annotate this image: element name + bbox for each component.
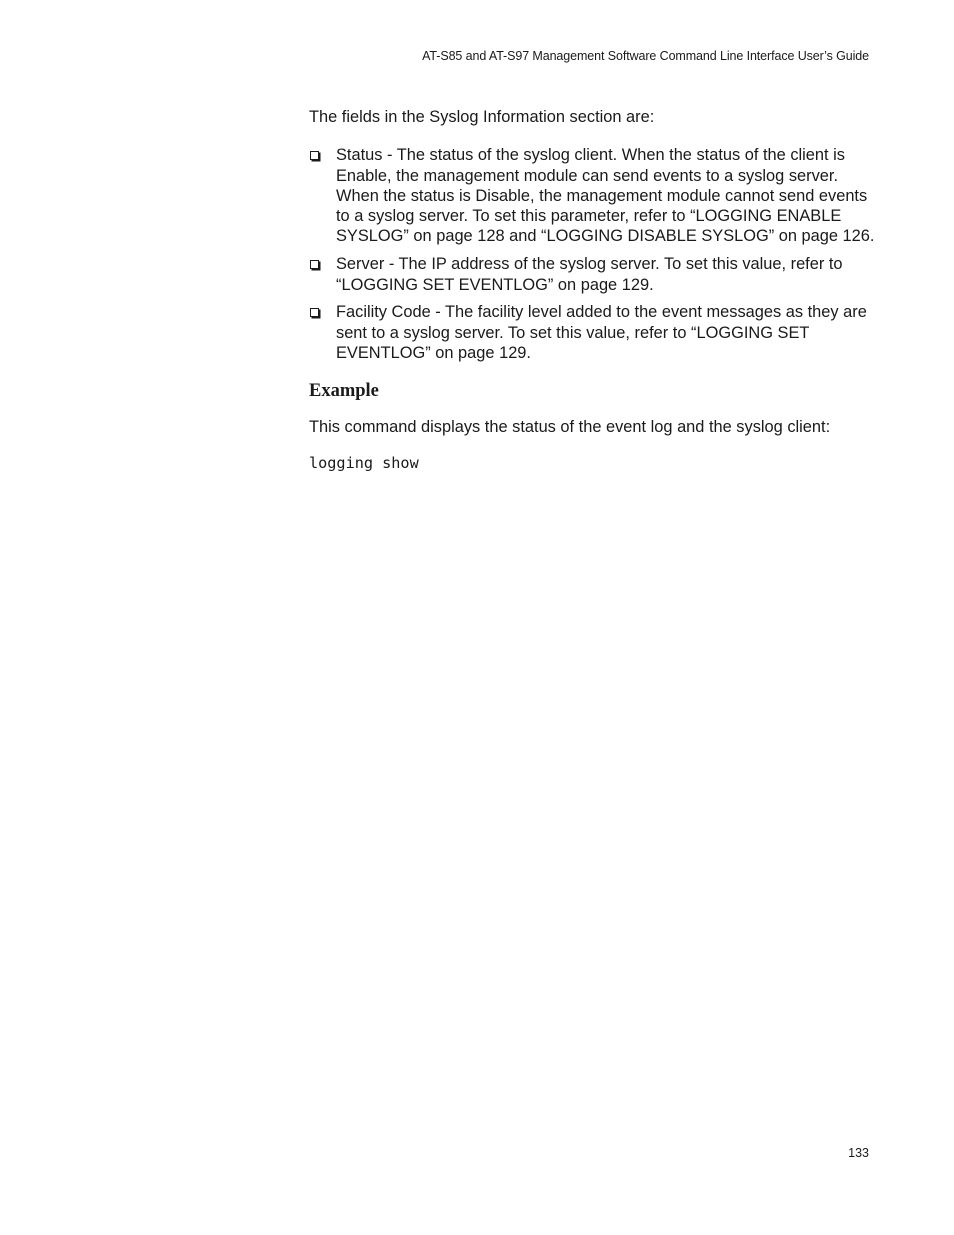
list-item-server [309, 254, 879, 295]
intro-paragraph: The fields in the Syslog Information section are: [309, 108, 655, 126]
page-content [309, 107, 879, 473]
field-list [309, 145, 879, 363]
list-item-text: Facility Code - The facility level added to the event messages as they are sent to a syslog server. To set this value, refer to “LOGGING SET EVENTLOG” on page 129. [336, 303, 867, 362]
list-item-status [309, 145, 879, 246]
running-header: AT-S85 and AT-S97 Management Software Command Line Interface User’s Guide [422, 49, 869, 63]
example-heading: Example [309, 381, 379, 402]
list-item-facility-code [309, 302, 879, 363]
example-description: This command displays the status of the event log and the syslog client: [309, 418, 831, 437]
checkbox-bullet-icon [310, 308, 319, 317]
list-item-text: Status - The status of the syslog client. When the status of the client is Enable, the management module can send events to a syslog server. When the status is Disable, the management module cannot send events to a syslog server. To set this parameter, refer to “LOGGING ENABLE SYSLOG” on page 128 and “LOGGING DISABLE SYSLOG” on page 126. [336, 146, 875, 246]
example-command: logging show [309, 453, 419, 472]
list-item-text: Server - The IP address of the syslog server. To set this value, refer to “LOGGING SET EVENTLOG” on page 129. [336, 255, 843, 294]
page-number: 133 [848, 1146, 869, 1160]
checkbox-bullet-icon [310, 151, 319, 160]
checkbox-bullet-icon [310, 260, 319, 269]
